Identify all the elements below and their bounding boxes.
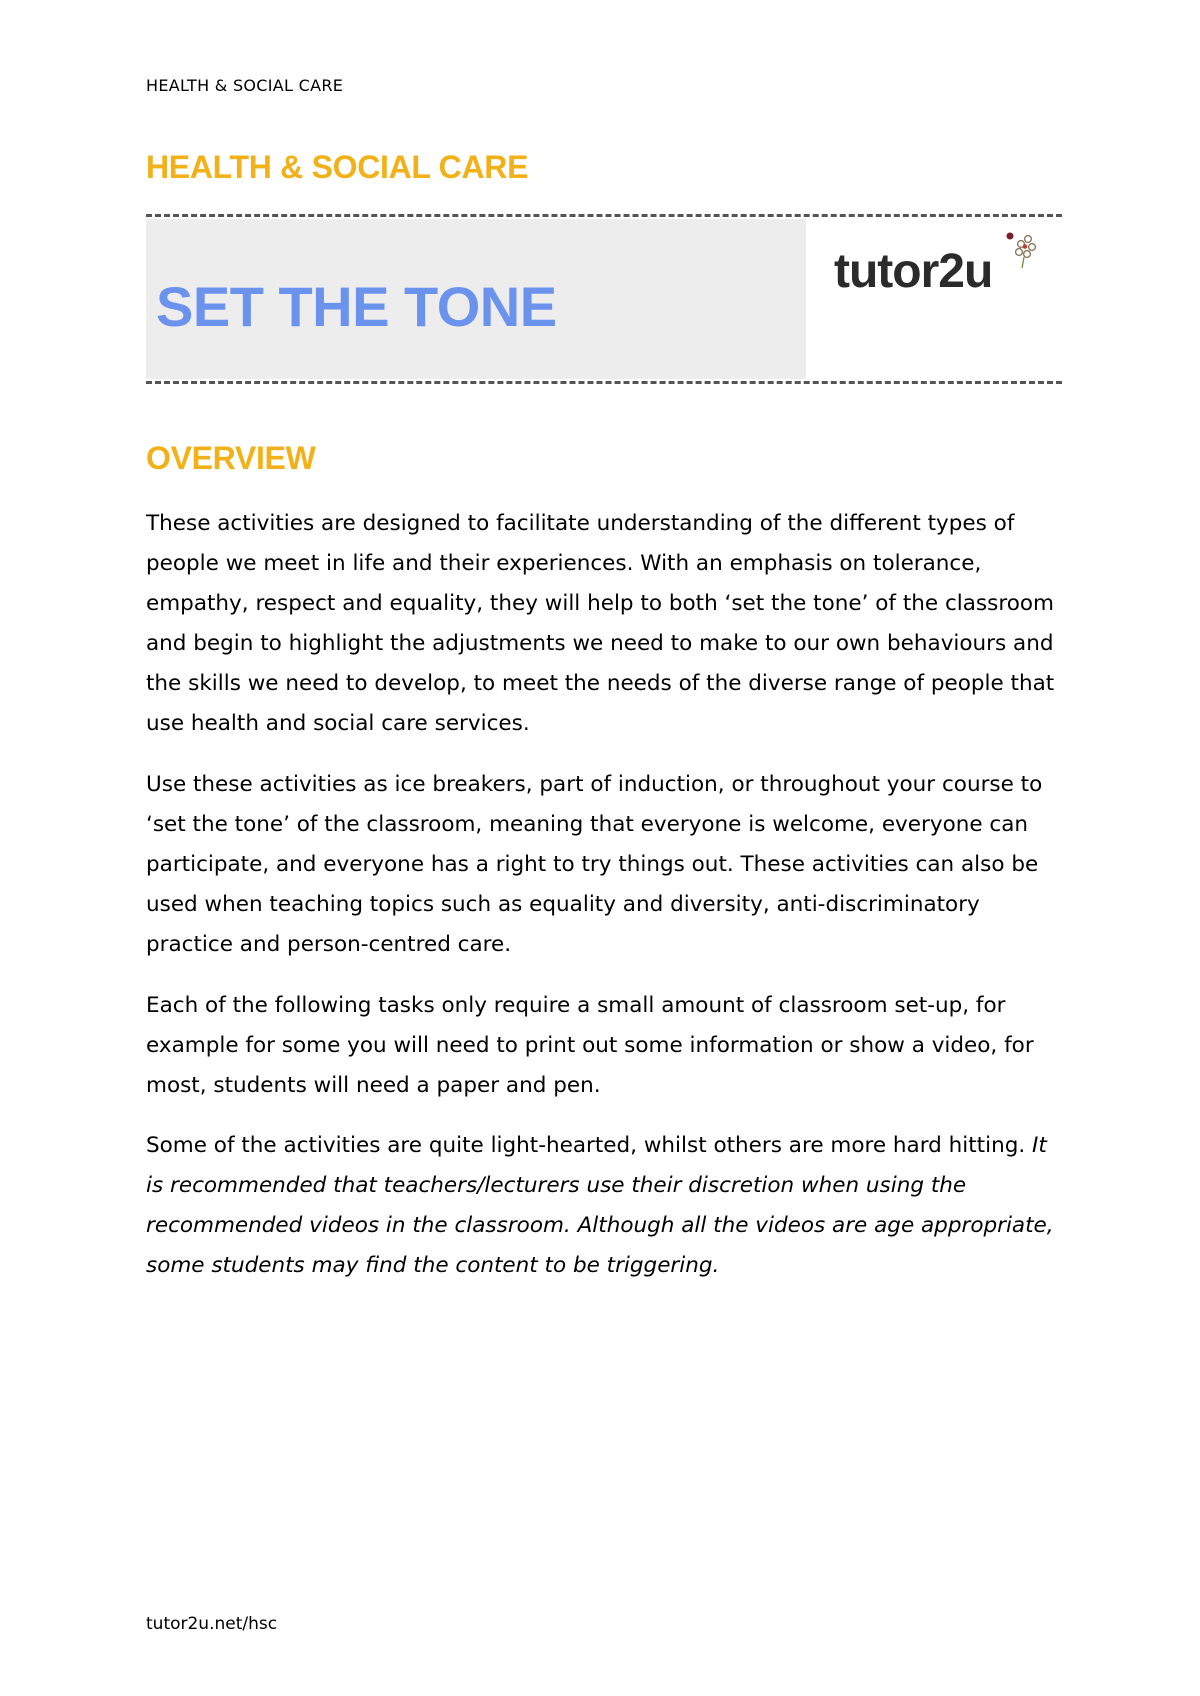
- paragraph-4-normal-text: Some of the activities are quite light-hearted, whilst others are more hard hitting.: [146, 1133, 1033, 1158]
- overview-paragraph-1: These activities are designed to facilitate understanding of the different types of people we meet in life and their experiences. With an emphasis on tolerance, empathy, respect and equality, they will help to both ‘set the tone’ of the classroom and begin to highlight the adjustments we need to make to our own behaviours and the skills we need to develop, to meet the needs of the diverse range of people that use health and social care services.: [146, 511, 1055, 736]
- footer-url: tutor2u.net/hsc: [146, 1614, 278, 1634]
- logo-text: tutor2u: [834, 245, 993, 298]
- top-dashed-divider: [146, 214, 1062, 217]
- paragraph-4-italic-text: It is recommended that teachers/lecturers use their discretion when using the recommended videos in the classroom. Although all the videos are age appropriate, some students may find the content to be triggering.: [146, 1133, 1054, 1278]
- overview-paragraph-2: Use these activities as ice breakers, part of induction, or throughout your course to ‘set the tone’ of the classroom, meaning that everyone is welcome, everyone can participate, and everyone has a right to try things out. These activities can also be used when teaching topics such as equality and diversity, anti-discriminatory practice and person-centred care.: [146, 772, 1043, 957]
- title-band: [146, 214, 1062, 384]
- overview-paragraph-4: [146, 1126, 1066, 1286]
- running-header: HEALTH & SOCIAL CARE: [146, 76, 344, 95]
- flower-logo-icon: [1002, 230, 1038, 270]
- overview-paragraph-3: Each of the following tasks only require a small amount of classroom set-up, for example for some you will need to print out some information or show a video, for most, students will need a paper and pen.: [146, 993, 1034, 1098]
- bottom-dashed-divider: [146, 381, 1062, 384]
- subject-heading: HEALTH & SOCIAL CARE: [146, 149, 529, 185]
- document-title: SET THE TONE: [156, 275, 557, 338]
- title-box: [146, 219, 806, 379]
- overview-heading: OVERVIEW: [146, 440, 316, 476]
- tutor2u-logo: [834, 230, 1034, 310]
